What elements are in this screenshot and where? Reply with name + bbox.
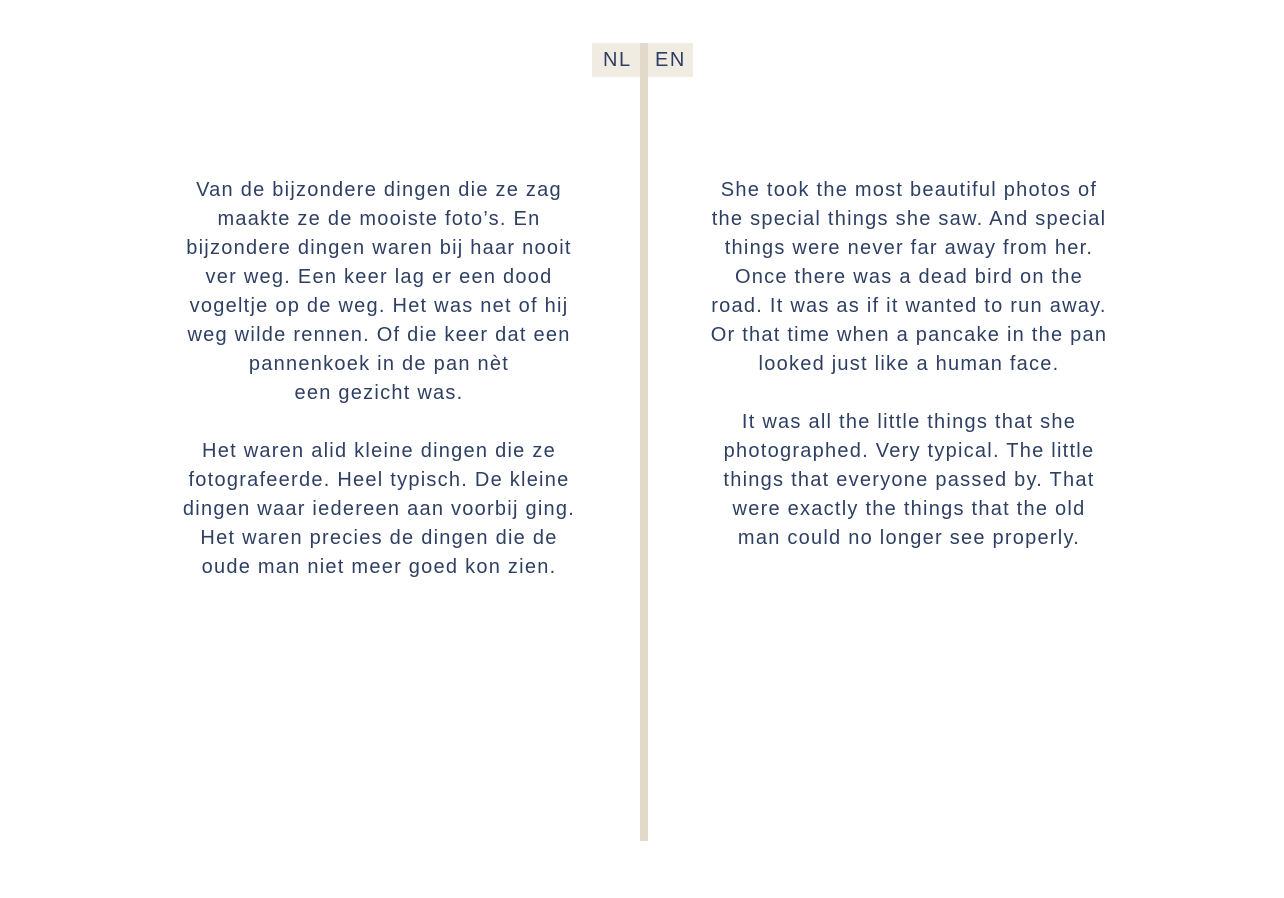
text-line: ver weg. Een keer lag er een dood xyxy=(205,266,553,288)
text-line: Het waren precies de dingen die de xyxy=(200,527,558,549)
english-text-column xyxy=(689,176,1129,582)
text-line: were exactly the things that the old xyxy=(732,498,1086,520)
text-line: things that everyone passed by. That xyxy=(723,469,1095,491)
english-paragraph-1 xyxy=(689,176,1129,379)
text-line: She took the most beautiful photos of xyxy=(720,179,1098,201)
language-nl-button[interactable]: NL xyxy=(603,49,632,71)
text-line: road. It was as if it wanted to run away. xyxy=(711,295,1107,317)
text-line: maakte ze de mooiste foto’s. En xyxy=(217,208,541,230)
text-line: dingen waar iedereen aan voorbij ging. xyxy=(182,498,576,520)
text-line: Het waren alid kleine dingen die ze xyxy=(202,440,556,462)
language-en-button[interactable]: EN xyxy=(655,49,686,71)
english-paragraph-2 xyxy=(689,408,1129,553)
dutch-text-column xyxy=(159,176,599,611)
dutch-paragraph-2 xyxy=(159,437,599,582)
text-line: It was all the little things that she xyxy=(741,411,1077,433)
text-line: weg wilde rennen. Of die keer dat een xyxy=(187,324,571,346)
text-line: Once there was a dead bird on the xyxy=(734,266,1084,288)
text-line: fotografeerde. Heel typisch. De kleine xyxy=(188,469,570,491)
dutch-paragraph-1 xyxy=(159,176,599,408)
text-line: bijzondere dingen waren bij haar nooit xyxy=(186,237,572,259)
text-line: oude man niet meer goed kon zien. xyxy=(201,556,557,578)
text-line: vogeltje op de weg. Het was net of hij xyxy=(189,295,569,317)
text-line: Or that time when a pancake in the pan xyxy=(710,324,1108,346)
text-line: things were never far away from her. xyxy=(724,237,1094,259)
center-divider xyxy=(640,43,648,841)
text-line: man could no longer see properly. xyxy=(737,527,1081,549)
text-line: Van de bijzondere dingen die ze zag xyxy=(196,179,562,201)
text-line: looked just like a human face. xyxy=(758,353,1060,375)
text-line: photographed. Very typical. The little xyxy=(723,440,1095,462)
text-line: the special things she saw. And special xyxy=(711,208,1107,230)
text-line: een gezicht was. xyxy=(294,382,464,404)
text-line: pannenkoek in de pan nèt xyxy=(248,353,510,375)
